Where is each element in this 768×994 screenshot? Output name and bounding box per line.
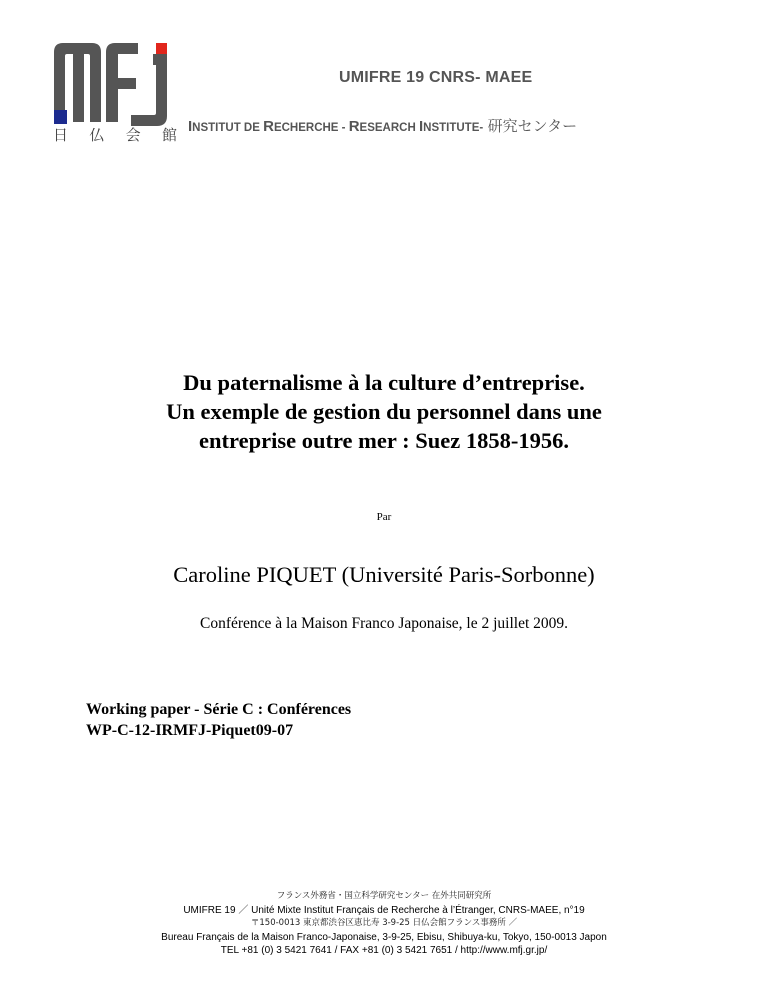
institute-en-cap1: R — [348, 118, 360, 135]
title-line: Un exemple de gestion du personnel dans une — [166, 399, 602, 424]
logo-kanji-char: 日 — [53, 126, 69, 144]
logo-letter-f — [106, 43, 138, 122]
by-label: Par — [376, 511, 392, 523]
institute-fr-sc1: NSTITUT DE — [192, 122, 264, 134]
institute-fr-cap1: I — [188, 118, 193, 135]
series-info — [86, 699, 351, 741]
document-title — [60, 368, 708, 455]
logo-kanji-char: 館 — [161, 126, 177, 144]
logo-red-square — [156, 43, 167, 54]
institute-en-sc2: NSTITUTE- — [423, 122, 484, 134]
title-line: entreprise outre mer : Suez 1858-1956. — [199, 428, 569, 453]
institute-en-cap2: I — [418, 118, 424, 135]
footer-address: Bureau Français de la Maison Franco-Japonaise, 3-9-25, Ebisu, Shibuya-ku, Tokyo, 150-0013 Japon — [161, 931, 607, 943]
logo-kanji — [53, 124, 177, 145]
conference-info: Conférence à la Maison Franco Japonaise, le 2 juillet 2009. — [199, 615, 569, 632]
institute-fr-cap2: R — [263, 118, 274, 135]
logo-blue-square — [54, 110, 67, 124]
footer-jp-line: フランス外務省・国立科学研究センター 在外共同研究所 — [276, 891, 492, 901]
header-organization: UMIFRE 19 CNRS- MAEE — [339, 69, 533, 86]
footer-jp-address: 〒150-0013 東京都渋谷区恵比寿 3-9-25 日仏会館フランス事務所 ／ — [250, 918, 518, 928]
logo-kanji-char: 会 — [125, 126, 141, 144]
working-paper-id: WP-C-12-IRMFJ-Piquet09-07 — [86, 722, 294, 739]
footer-contact: TEL +81 (0) 3 5421 7641 / FAX +81 (0) 3 5421 7651 / http://www.mfj.gr.jp/ — [220, 945, 548, 956]
header-institute — [188, 115, 577, 136]
author: Caroline PIQUET (Université Paris-Sorbonne) — [173, 562, 595, 587]
logo-kanji-char: 仏 — [89, 126, 105, 144]
footer-line: UMIFRE 19 ／ Unité Mixte Institut Français de Recherche à l’Étranger, CNRS-MAEE, n°19 — [183, 904, 585, 916]
title-line: Du paternalisme à la culture d’entreprise. — [183, 370, 585, 395]
series-line: Working paper - Série C : Conférences — [86, 701, 352, 718]
footer — [0, 890, 768, 958]
logo-letter-j — [131, 54, 167, 126]
institute-jp: 研究センター — [487, 117, 578, 135]
institute-fr-sc2: ECHERCHE - — [273, 122, 349, 134]
institute-en-sc1: ESEARCH — [359, 122, 419, 134]
